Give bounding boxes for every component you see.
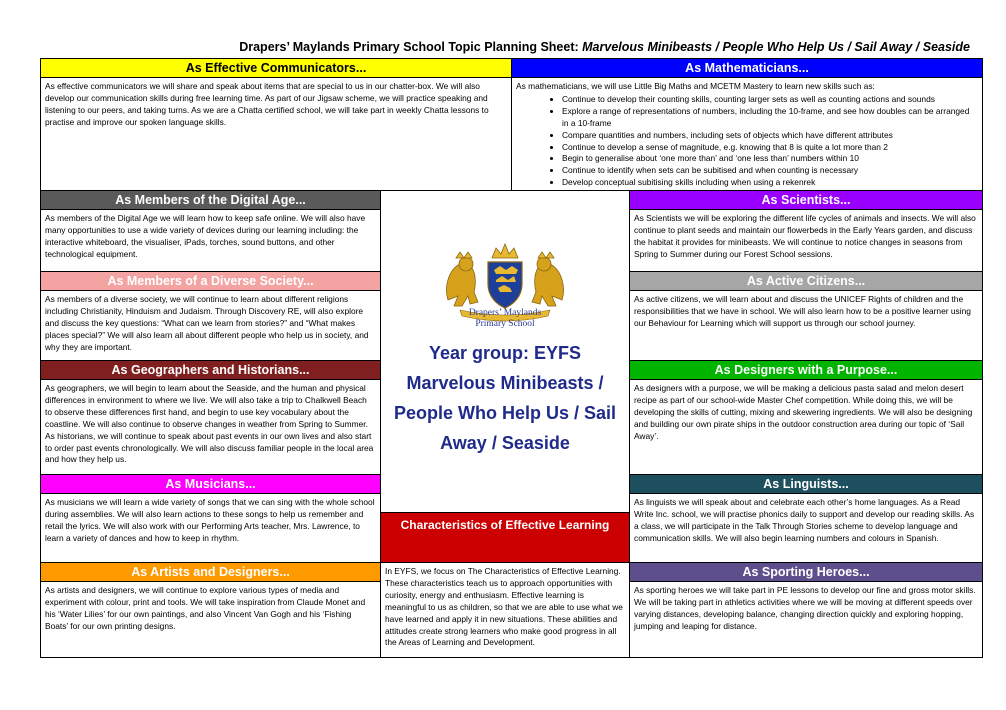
year-group-label: Year group: EYFS [428, 343, 582, 363]
active-citizens-heading: As Active Citizens... [630, 272, 982, 291]
mathematicians-section [511, 58, 983, 191]
list-item: • Continue to develop their counting skills, counting larger sets as well as counting actions and sounds [562, 94, 978, 106]
mathematicians-list [516, 94, 978, 189]
crest-caption [430, 308, 580, 330]
artists-text: As artists and designers, we will continue to explore various types of media and experiment with colour, print and tools. We will take inspiration from Claude Monet and his ‘Water Lilies’ for our own paintings, and also Vincent Van Gogh and his ‘Fishing Boats’ for our own printing designs. [45, 585, 366, 631]
designers-section [629, 360, 983, 475]
linguists-text: As linguists we will speak about and celebrate each other’s home languages. As a Read Write Inc. school, we will practise phonics daily to support and develop our reading skills. As a class, we will participate in the Talk Through Stories scheme to develop language and communication skills. We will also begin learning numbers and colours in Spanish. [634, 497, 975, 543]
characteristics-section [380, 512, 630, 658]
musicians-section [40, 474, 381, 563]
scientists-text: As Scientists we will be exploring the different life cycles of animals and insects. We will also continue to plant seeds and maintain our flowerbeds in the Early Years garden, and discuss the habitat it provides for minibeasts. We will continue to notice changes in seasons from Spring to Summer during our Forest School sessions. [634, 213, 976, 259]
sporting-heading: As Sporting Heroes... [630, 563, 982, 582]
mathematicians-heading: As Mathematicians... [512, 59, 982, 78]
year-group-block [382, 338, 628, 458]
geographers-heading: As Geographers and Historians... [41, 361, 380, 380]
active-citizens-section [629, 271, 983, 361]
page-title-prefix: Drapers’ Maylands Primary School Topic Planning Sheet: [239, 40, 583, 54]
scientists-heading: As Scientists... [630, 191, 982, 210]
crest-caption-line2: Primary School [475, 319, 535, 329]
sporting-section [629, 562, 983, 658]
list-item: • Develop conceptual subitising skills including when using a rekenrek [562, 177, 978, 189]
characteristics-heading: Characteristics of Effective Learning [381, 512, 629, 563]
page-title [239, 40, 970, 54]
shield-icon [488, 262, 522, 308]
communicators-section [40, 58, 512, 191]
active-citizens-text: As active citizens, we will learn about and discuss the UNICEF Rights of children and the responsibilities that we have in school. We will also learn how to be a positive learner using our Behaviour for Learning which will support us through our school journey. [634, 294, 971, 328]
digital-age-heading: As Members of the Digital Age... [41, 191, 380, 210]
list-item: • Continue to identify when sets can be subitised and when counting is necessary [562, 165, 978, 177]
scientists-section [629, 190, 983, 272]
crown-icon [492, 244, 518, 258]
mathematicians-intro: As mathematicians, we will use Little Big Maths and MCETM Mastery to learn new skills such as: [516, 81, 875, 91]
musicians-heading: As Musicians... [41, 475, 380, 494]
artists-section [40, 562, 381, 658]
digital-age-text: As members of the Digital Age we will learn how to keep safe online. We will also have many opportunities to use a wide variety of devices during our learning including: the interactive whiteboard, the visualiser, iPads, torches, sound buttons, and other technological equipment. [45, 213, 366, 259]
digital-age-section [40, 190, 381, 272]
list-item: • Compare quantities and numbers, including sets of objects which have different attributes [562, 130, 978, 142]
topic-title: Marvelous Minibeasts / People Who Help Us / Sail Away / Seaside [393, 373, 617, 453]
list-item: • Begin to generalise about ‘one more than’ and ‘one less than’ numbers within 10 [562, 153, 978, 165]
left-lion-icon [447, 252, 479, 306]
right-lion-icon [532, 252, 564, 306]
linguists-heading: As Linguists... [630, 475, 982, 494]
musicians-text: As musicians we will learn a wide variety of songs that we can sing with the whole school during assemblies. We will also learn actions to these songs to help us remember and retail the lyrics. We will also work with our Performing Arts teacher, Mrs. Lawrence, to learn a variety of dances and how to keep in rhythm. [45, 497, 375, 543]
diverse-society-heading: As Members of a Diverse Society... [41, 272, 380, 291]
artists-heading: As Artists and Designers... [41, 563, 380, 582]
page-title-topic: Marvelous Minibeasts / People Who Help Us / Sail Away / Seaside [582, 40, 970, 54]
list-item: • Continue to develop a sense of magnitude, e.g. knowing that 8 is quite a lot more than 2 [562, 142, 978, 154]
crest-caption-line1: Drapers’ Maylands [468, 308, 542, 318]
list-item: • Explore a range of representations of numbers, including the 10-frame, and see how doubles can be arranged in a 10-frame [562, 106, 978, 130]
geographers-section [40, 360, 381, 475]
linguists-section [629, 474, 983, 563]
geographers-text: As geographers, we will begin to learn about the Seaside, and the human and physical differences in environment to where we live. We will also take a trip to Chalkwell Beach to observe these differences first hand, and begin to use key vocabulary about the coastline. We will also continue to observe changes in weather from Spring to Summer. As historians, we will continue to speak about past events in our own lives and also start to order past events chronologically. We will also discuss familiar people in the local area and how they help us. [45, 383, 374, 465]
communicators-text: As effective communicators we will share and speak about items that are special to us in our chatter-box. We will also develop our communication skills during free learning time. As part of our Jigsaw scheme, we will practice speaking and listening to our peers, and taking turns. As we are a Chatta certified school, we will take part in weekly Chatta lessons to practise and improve our spoken language skills. [45, 81, 489, 127]
sporting-text: As sporting heroes we will take part in PE lessons to develop our fine and gross motor skills. We will be taking part in athletics activities where we will be moving at different speeds over varying distances, developing balance, changing direction quickly and exploring hopping, jumping and leaping for distance. [634, 585, 976, 631]
designers-heading: As Designers with a Purpose... [630, 361, 982, 380]
characteristics-text: In EYFS, we focus on The Characteristics of Effective Learning. These characteristics teach us to approach opportunities with curiosity, energy and enthusiasm. Effective learning is meaningful to us as children, so that we are able to use what we have learned and apply it in new situations. These abilities and attitudes create strong learners who make good progress in all the Areas of Learning and Development. [385, 566, 623, 648]
communicators-heading: As Effective Communicators... [41, 59, 511, 78]
diverse-society-section [40, 271, 381, 361]
designers-text: As designers with a purpose, we will be making a delicious pasta salad and melon desert recipe as part of our school-wide Master Chef competition. While doing this, we will be developing the skills of cutting, mixing and skewering ingredients. We will also be designing and building our own pirate ships in the outdoor construction area during our topic of ‘Sail Away’. [634, 383, 973, 441]
diverse-society-text: As members of a diverse society, we will continue to learn about different religions including Christianity, Hinduism and Judaism. Through Discovery RE, will also explore and discuss the key questions: “What can we learn from stories?” and “What makes places special?” We will also learn all about different people who help us in society, and why they are important. [45, 294, 369, 352]
